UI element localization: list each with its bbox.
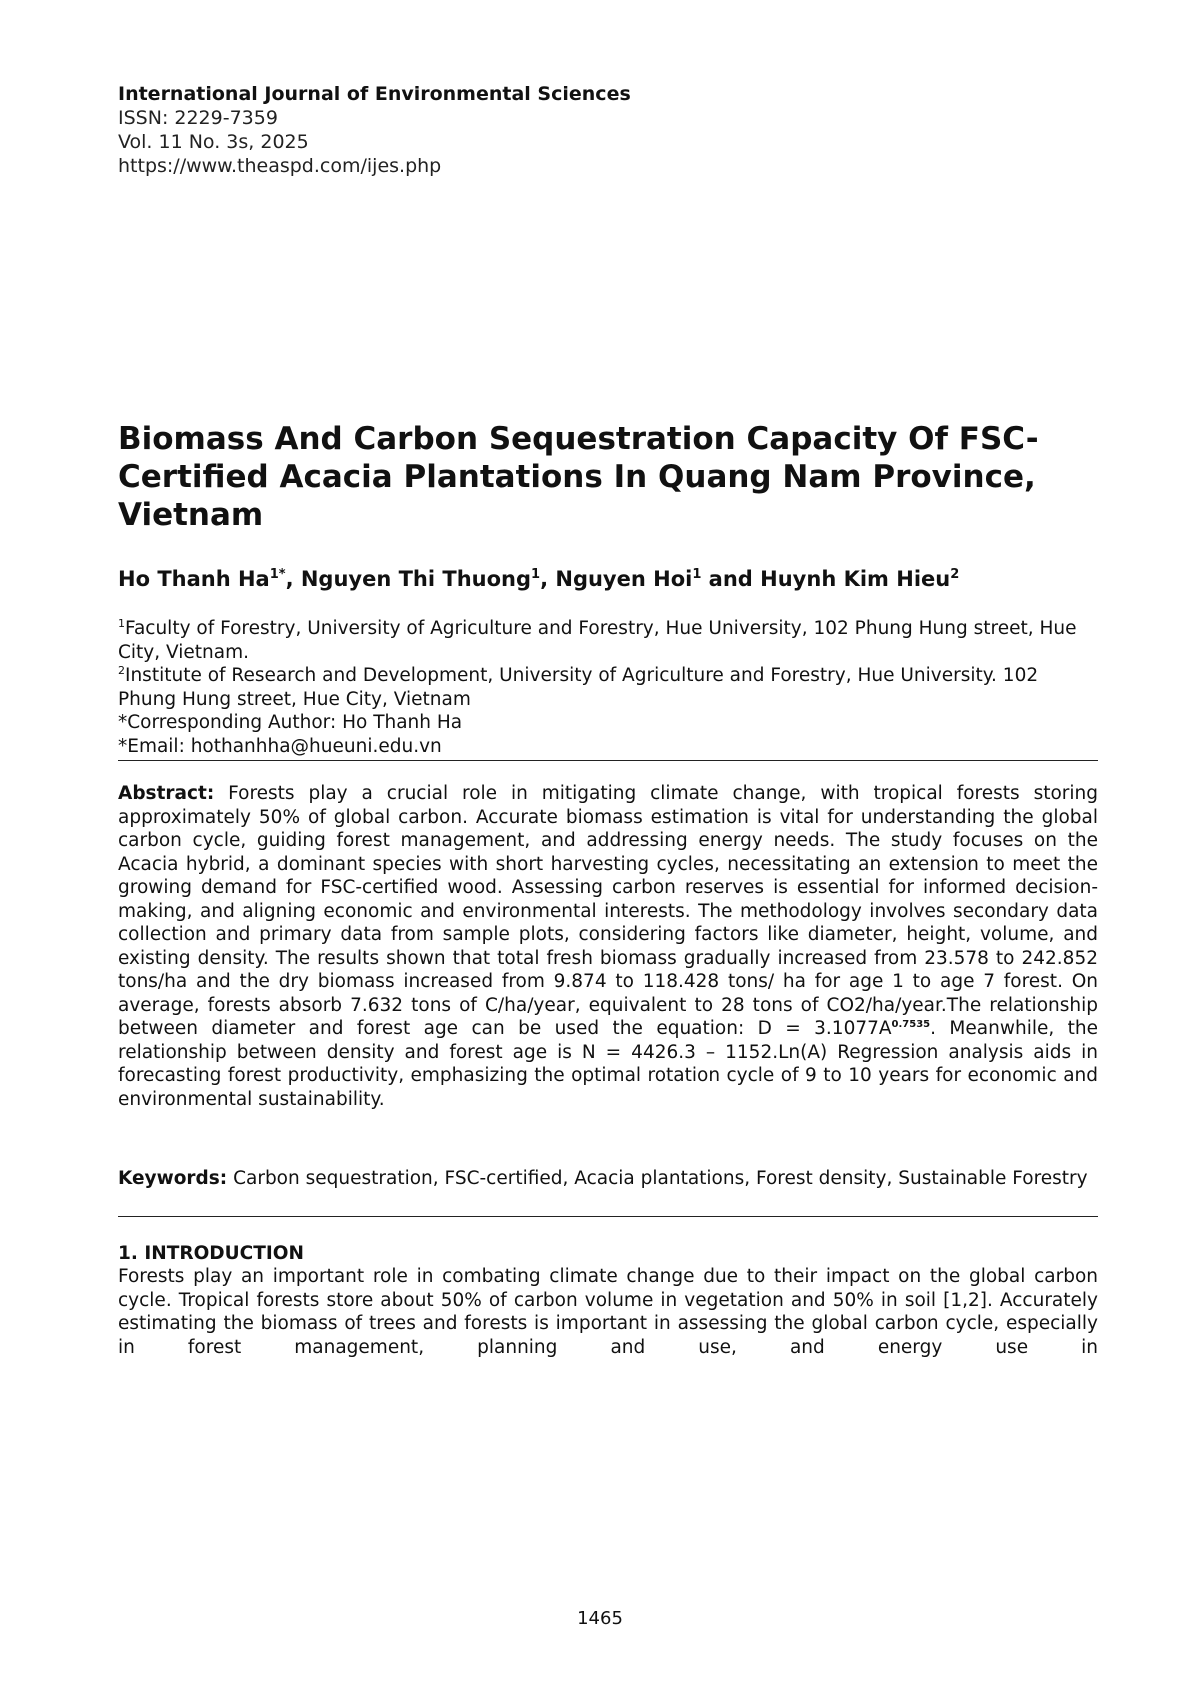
introduction-text: Forests play an important role in combating climate change due to their impact on the global carbon cycle. Tropical forests store about 50% of carbon volume in vegetation and 50% in soil [1,2]. Accurately estimating the biomass of trees and forests is important in assessing the global carbon cycle, especially in forest management, planning and use, and energy use in <box>118 1266 1098 1358</box>
author-name: Nguyen Thi Thuong <box>300 567 532 591</box>
page-number: 1465 <box>577 1608 623 1629</box>
author-list <box>118 565 1098 593</box>
affiliation-1 <box>118 617 1098 664</box>
abstract-label: Abstract: <box>118 783 215 804</box>
author-affil-mark: 1 <box>692 567 702 582</box>
author-separator: , <box>540 567 556 591</box>
affiliation-mark: 2 <box>118 663 125 677</box>
affiliations <box>118 617 1098 758</box>
divider <box>118 760 1098 761</box>
author-name: Ho Thanh Ha <box>118 567 270 591</box>
author-affil-mark: 1 <box>531 567 541 582</box>
author-affil-mark: 2 <box>950 567 960 582</box>
keywords-text: Carbon sequestration, FSC-certified, Acacia plantations, Forest density, Sustainable Forestry <box>227 1168 1088 1189</box>
affiliation-text: Faculty of Forestry, University of Agriculture and Forestry, Hue University, 102 Phung Hung street, Hue City, Vietnam. <box>118 618 1077 663</box>
affiliation-2 <box>118 664 1098 711</box>
abstract-text: Forests play a crucial role in mitigating climate change, with tropical forests storing approximately 50% of global carbon. Accurate biomass estimation is vital for understanding the global carbon cycle, guiding forest management, and addressing energy needs. The study focuses on the Acacia hybrid, a dominant species with short harvesting cycles, necessitating an extension to meet the growing demand for FSC-certified wood. Assessing carbon reserves is essential for informed decision-making, and aligning economic and environmental interests. The methodology involves secondary data collection and primary data from sample plots, considering factors like diameter, height, volume, and existing density. The results shown that total fresh biomass gradually increased from 23.578 to 242.852 tons/ha and the dry biomass increased from 9.874 to 118.428 tons/ ha for age 1 to age 7 forest. On average, forests absorb 7.632 tons of C/ha/year, equivalent to 28 tons of CO2/ha/year.The relationship between diameter and forest age can be used the equation: D = 3.1077A <box>118 783 1098 1039</box>
affiliation-mark: 1 <box>118 616 125 630</box>
journal-header <box>118 82 1098 178</box>
section-heading: 1. INTRODUCTION <box>118 1243 304 1264</box>
author-name: Huynh Kim Hieu <box>760 567 951 591</box>
abstract-text-continued: . Meanwhile, the relationship between density and forest age is N = 4426.3 – 1152.Ln(A) Regression analysis aids in forecasting forest productivity, emphasizing the optimal rotation cycle of 9 to 10 years for economic and environmental sustainability. <box>118 1018 1099 1110</box>
journal-volume: Vol. 11 No. 3s, 2025 <box>118 131 309 153</box>
author-separator: and <box>701 567 761 591</box>
affiliation-text: Institute of Research and Development, University of Agriculture and Forestry, Hue University. 102 Phung Hung street, Hue City, Vietnam <box>118 665 1039 710</box>
keywords <box>118 1167 1098 1191</box>
author-name: Nguyen Hoi <box>555 567 693 591</box>
keywords-label: Keywords: <box>118 1168 228 1189</box>
author-separator: , <box>285 567 301 591</box>
paper-title: Biomass And Carbon Sequestration Capacity Of FSC-Certified Acacia Plantations In Quang Nam Province, Vietnam <box>118 421 1039 533</box>
journal-issn: ISSN: 2229-7359 <box>118 107 278 129</box>
corresponding-email[interactable]: *Email: hothanhha@hueuni.edu.vn <box>118 735 442 757</box>
corresponding-author: *Corresponding Author: Ho Thanh Ha <box>118 712 463 733</box>
divider <box>118 1216 1098 1217</box>
journal-url[interactable]: https://www.theaspd.com/ijes.php <box>118 155 442 177</box>
author-affil-mark: 1* <box>269 567 286 582</box>
abstract <box>118 782 1098 1111</box>
journal-name: International Journal of Environmental Sciences <box>118 83 631 105</box>
equation-exponent: 0.7535 <box>891 1018 931 1030</box>
